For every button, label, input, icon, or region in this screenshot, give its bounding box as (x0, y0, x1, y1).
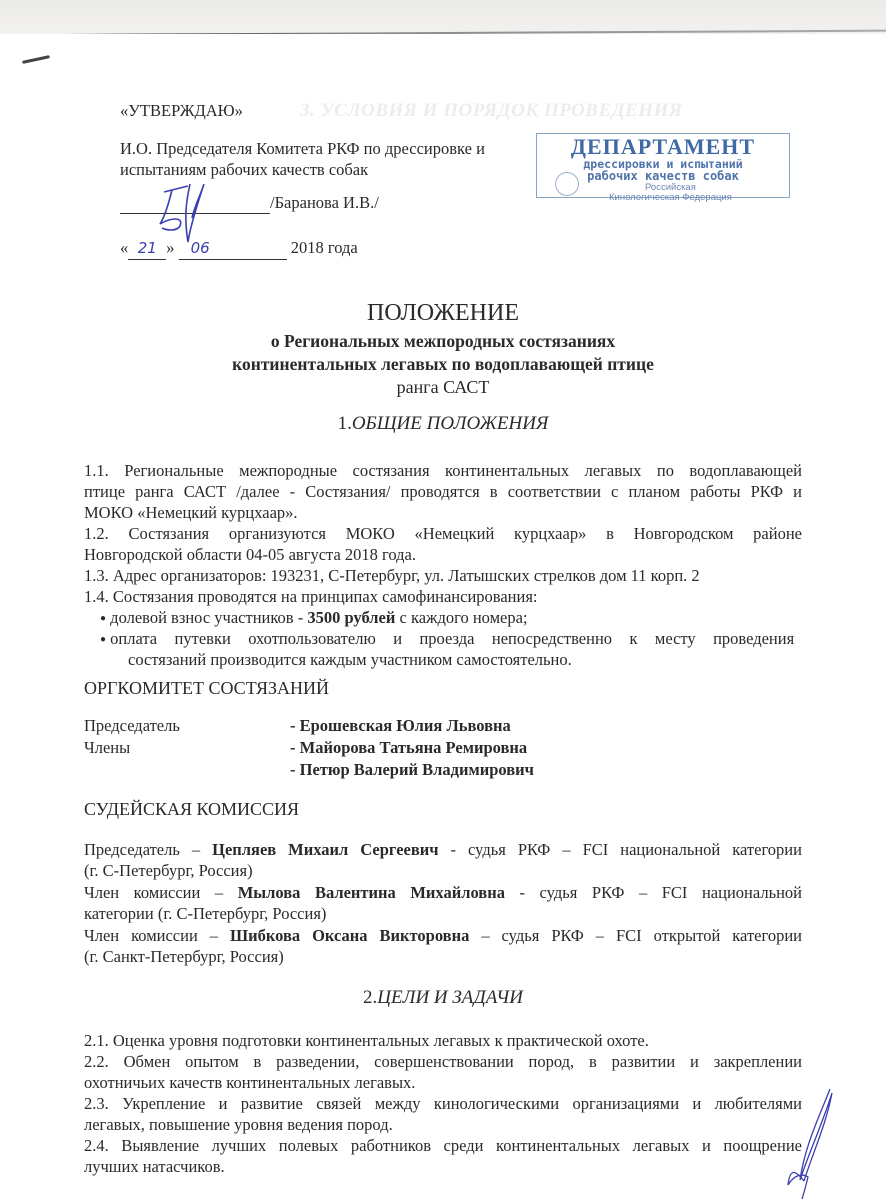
judge-2-category: - судья РКФ – FCI национальной (504, 883, 803, 902)
judge-1-line2: (г. С-Петербург, Россия) (84, 861, 253, 880)
stamp-line-2: дрессировки и испытаний (583, 157, 743, 171)
stamp-line-1: ДЕПАРТАМЕНТ (570, 134, 756, 159)
section-1-heading (0, 413, 886, 435)
fee-suffix: с каждого номера; (395, 608, 528, 627)
section-2-title: ЦЕЛИ И ЗАДАЧИ (377, 987, 523, 1008)
bullet-item-fee (100, 607, 528, 629)
judge-2-line2: категории (г. С-Петербург, Россия) (84, 904, 327, 923)
judges-heading: СУДЕЙСКАЯ КОМИССИЯ (84, 799, 300, 819)
para-1-2-line1: 1.2. Состязания организуются МОКО «Немецкий курцхаар» в Новгородском районе (84, 524, 802, 543)
judge-2-line1 (84, 882, 802, 903)
document-subtitle-line2: континентальных легавых по водоплавающей птице (232, 354, 654, 374)
para-1-1-line3: МОКО «Немецкий курцхаар». (84, 503, 298, 522)
bleed-through-heading: 3. УСЛОВИЯ И ПОРЯДОК ПРОВЕДЕНИЯ (300, 100, 683, 121)
initials-signature (760, 1085, 850, 1200)
judge-1-category: - судья РКФ – FCI национальной категории (438, 840, 802, 859)
orgcommittee-chair-label: Председатель (84, 716, 180, 735)
bullet-icon: ● (100, 634, 107, 645)
department-stamp (536, 133, 790, 203)
stamp-line-4: Российская (645, 182, 696, 193)
para-2-4-line1: 2.4. Выявление лучших полевых работников среди континентальных легавых и поощрение (84, 1136, 802, 1155)
orgcommittee-heading: ОРГКОМИТЕТ СОСТЯЗАНИЙ (84, 678, 330, 698)
orgcommittee-chair-name: - Ерошевская Юлия Львовна (290, 716, 511, 735)
judge-1-line1 (84, 839, 802, 860)
para-1-1-line2: птице ранга САСТ /далее - Состязания/ проводятся в соответствии с планом работы РКФ и (84, 482, 802, 501)
judge-2-role: Член комиссии – (84, 883, 238, 902)
judge-1-role: Председатель – (84, 840, 213, 859)
bullet-item-travel (100, 628, 802, 650)
judge-1-name: Цепляев Михаил Сергеевич (212, 840, 439, 859)
orgcommittee-member-2: - Петюр Валерий Владимирович (290, 760, 534, 779)
judge-3-role: Член комиссии – (84, 926, 230, 945)
para-2-4-line2: лучших натасчиков. (84, 1157, 225, 1176)
para-1-4: 1.4. Состязания проводятся на принципах самофинансирования: (84, 587, 538, 606)
date-month: 06 (179, 238, 287, 260)
section-1-number: 1. (337, 413, 352, 434)
judge-3-category: – судья РКФ – FCI открытой категории (469, 926, 802, 945)
para-1-2-line2: Новгородской области 04-05 августа 2018 года. (84, 545, 417, 564)
section-2-number: 2. (363, 987, 378, 1008)
fee-amount: 3500 рублей (307, 608, 396, 627)
para-2-3-line2: легавых, повышение уровня ведения пород. (84, 1115, 393, 1134)
document-subtitle-line3: ранга САСТ (396, 377, 490, 397)
date-open-quote: « (120, 238, 129, 257)
orgcommittee-member-1: - Майорова Татьяна Ремировна (290, 738, 528, 757)
judge-3-line1 (84, 925, 802, 946)
para-2-1: 2.1. Оценка уровня подготовки континентальных легавых к практической охоте. (84, 1031, 649, 1050)
judge-2-name: Мылова Валентина Михайловна (237, 883, 505, 902)
scanner-bed (0, 0, 886, 34)
orgcommittee-members-label: Члены (84, 738, 131, 757)
document-subtitle-line1: о Региональных межпородных состязаниях (270, 331, 616, 351)
handwritten-signature (150, 178, 220, 258)
bullet-item-travel-line2: состязаний производится каждым участником самостоятельно. (128, 650, 572, 669)
section-1-title: ОБЩИЕ ПОЛОЖЕНИЯ (351, 413, 549, 434)
para-2-2-line1: 2.2. Обмен опытом в разведении, совершенствовании пород, в развитии и закреплении (84, 1052, 802, 1071)
approver-position-line2: испытаниям рабочих качеств собак (120, 160, 369, 179)
judge-3-line2: (г. Санкт-Петербург, Россия) (84, 947, 284, 966)
stamp-line-3: рабочих качеств собак (587, 169, 739, 183)
para-1-1-line1: 1.1. Региональные межпородные состязания континентальных легавых по водоплавающей (84, 461, 802, 480)
para-2-2-line2: охотничьих качеств континентальных легавых. (84, 1073, 416, 1092)
travel-line1: оплата путевки охотпользователю и проезда непосредственно к месту проведения (110, 629, 795, 648)
approver-position-line1: И.О. Председателя Комитета РКФ по дрессировке и (120, 139, 485, 158)
para-1-3: 1.3. Адрес организаторов: 193231, С-Петербург, ул. Латышских стрелков дом 11 корп. 2 (84, 566, 700, 585)
date-year: 2018 года (290, 238, 358, 257)
document-title: ПОЛОЖЕНИЕ (367, 300, 519, 326)
section-2-heading (0, 987, 886, 1009)
date-close-quote: » (166, 238, 175, 257)
rkf-emblem-icon (555, 172, 579, 196)
signer-name: /Баранова И.В./ (270, 193, 379, 212)
fee-prefix: долевой взнос участников - (110, 608, 308, 627)
date-day: 21 (128, 238, 166, 260)
para-2-3-line1: 2.3. Укрепление и развитие связей между кинологическими организациями и любителями (84, 1094, 802, 1113)
approval-heading: «УТВЕРЖДАЮ» (120, 101, 243, 120)
stamp-line-5: Кинологическая Федерация (609, 192, 732, 203)
bullet-icon: ● (100, 613, 107, 624)
judge-3-name: Шибкова Оксана Викторовна (229, 926, 470, 945)
